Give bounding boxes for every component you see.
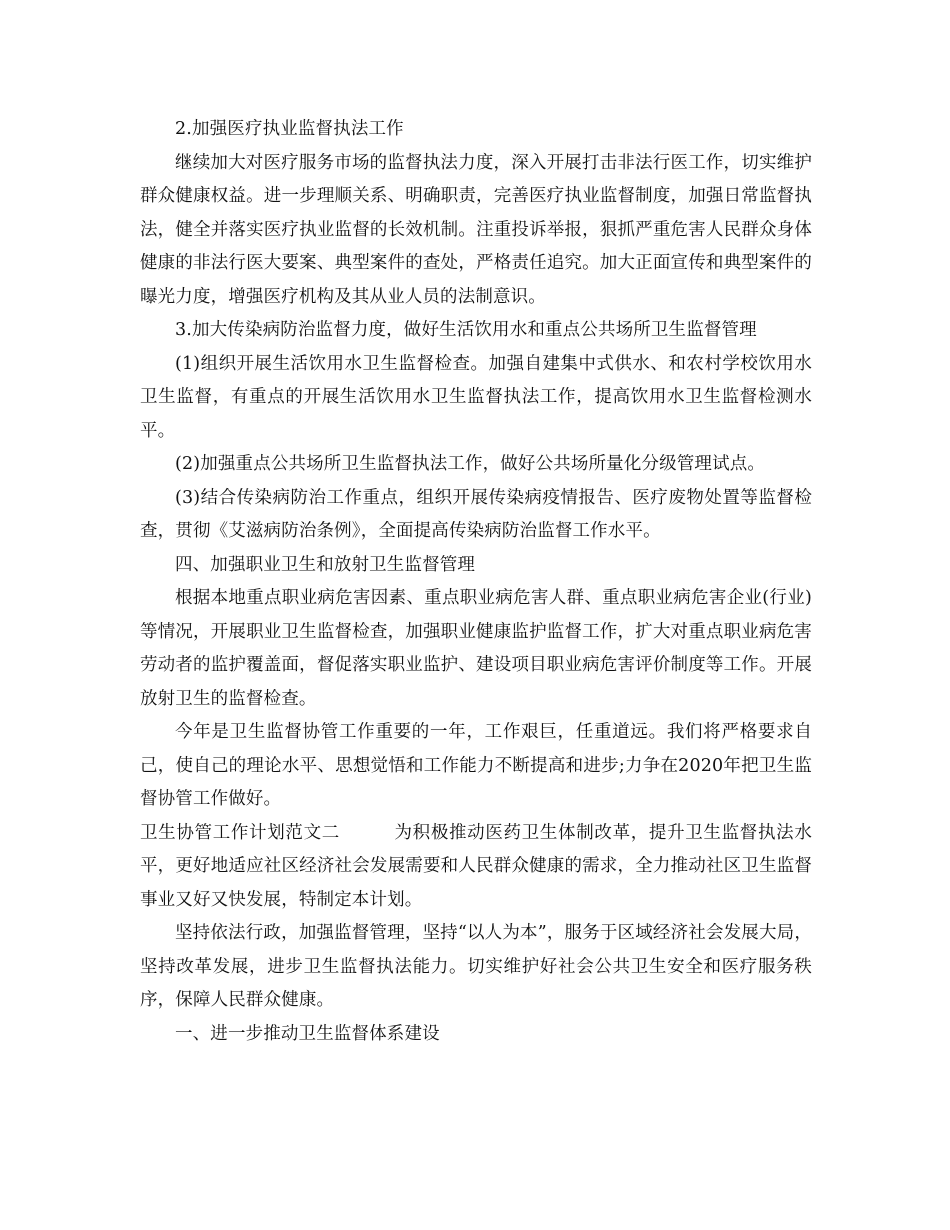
paragraph-occupational-health: 根据本地重点职业病危害因素、重点职业病危害人群、重点职业病危害企业(行业)等情况，开展职业卫生监督检查，加强职业健康监护监督工作，扩大对重点职业病危害劳动者的监护覆盖面，督促落实职业监护、建设项目职业病危害评价制度等工作。开展放射卫生的监督检查。 [140, 588, 812, 709]
heading-medical-supervision: 2.加强医疗执业监督执法工作 [175, 119, 404, 139]
paragraph-drinking-water: (1)组织开展生活饮用水卫生监督检查。加强自建集中式供水、和农村学校饮用水卫生监督，有重点的开展生活饮用水卫生监督执法工作，提高饮用水卫生监督检测水平。 [140, 353, 812, 441]
paragraph-conclusion: 今年是卫生监督协管工作重要的一年，工作艰巨，任重道远。我们将严格要求自己，使自己的理论水平、思想觉悟和工作能力不断提高和进步;力争在2020年把卫生监督协管工作做好。 [140, 722, 812, 809]
paragraph-disease-prevention: (3)结合传染病防治工作重点，组织开展传染病疫情报告、医疗废物处置等监督检查，贯彻《艾滋病防治条例》，全面提高传染病防治监督工作水平。 [140, 487, 812, 541]
section-two-intro [140, 817, 812, 918]
paragraph-rule-of-law: 坚持依法行政，加强监督管理，坚持“以人为本”，服务于区域经济社会发展大局，坚持改革发展，进步卫生监督执法能力。切实维护好社会公共卫生安全和医疗服务秩序，保障人民群众健康。 [140, 923, 812, 1010]
section-intro-text: 为积极推动医药卫生体制改革，提升卫生监督执法水平，更好地适应社区经济社会发展需要和人民群众健康的需求，全力推动社区卫生监督事业又好又快发展，特制定本计划。 [140, 822, 812, 910]
heading-system-building: 一、进一步推动卫生监督体系建设 [175, 1023, 440, 1044]
paragraph-medical-supervision: 继续加大对医疗服务市场的监督执法力度，深入开展打击非法行医工作，切实维护群众健康权益。进一步理顺关系、明确职责，完善医疗执业监督制度，加强日常监督执法，健全并落实医疗执业监督的长效机制。注重投诉举报，狠抓严重危害人民群众身体健康的非法行医大要案、典型案件的查处，严格责任追究。加大正面宣传和典型案件的曝光力度，增强医疗机构及其从业人员的法制意识。 [140, 152, 812, 307]
paragraph-public-places: (2)加强重点公共场所卫生监督执法工作，做好公共场所量化分级管理试点。 [175, 454, 766, 474]
document-body [140, 113, 812, 1051]
section-title: 卫生协管工作计划范文二 [140, 822, 340, 843]
heading-occupational-health: 四、加强职业卫生和放射卫生监督管理 [175, 554, 476, 575]
heading-infectious-disease: 3.加大传染病防治监督力度，做好生活饮用水和重点公共场所卫生监督管理 [175, 320, 757, 340]
